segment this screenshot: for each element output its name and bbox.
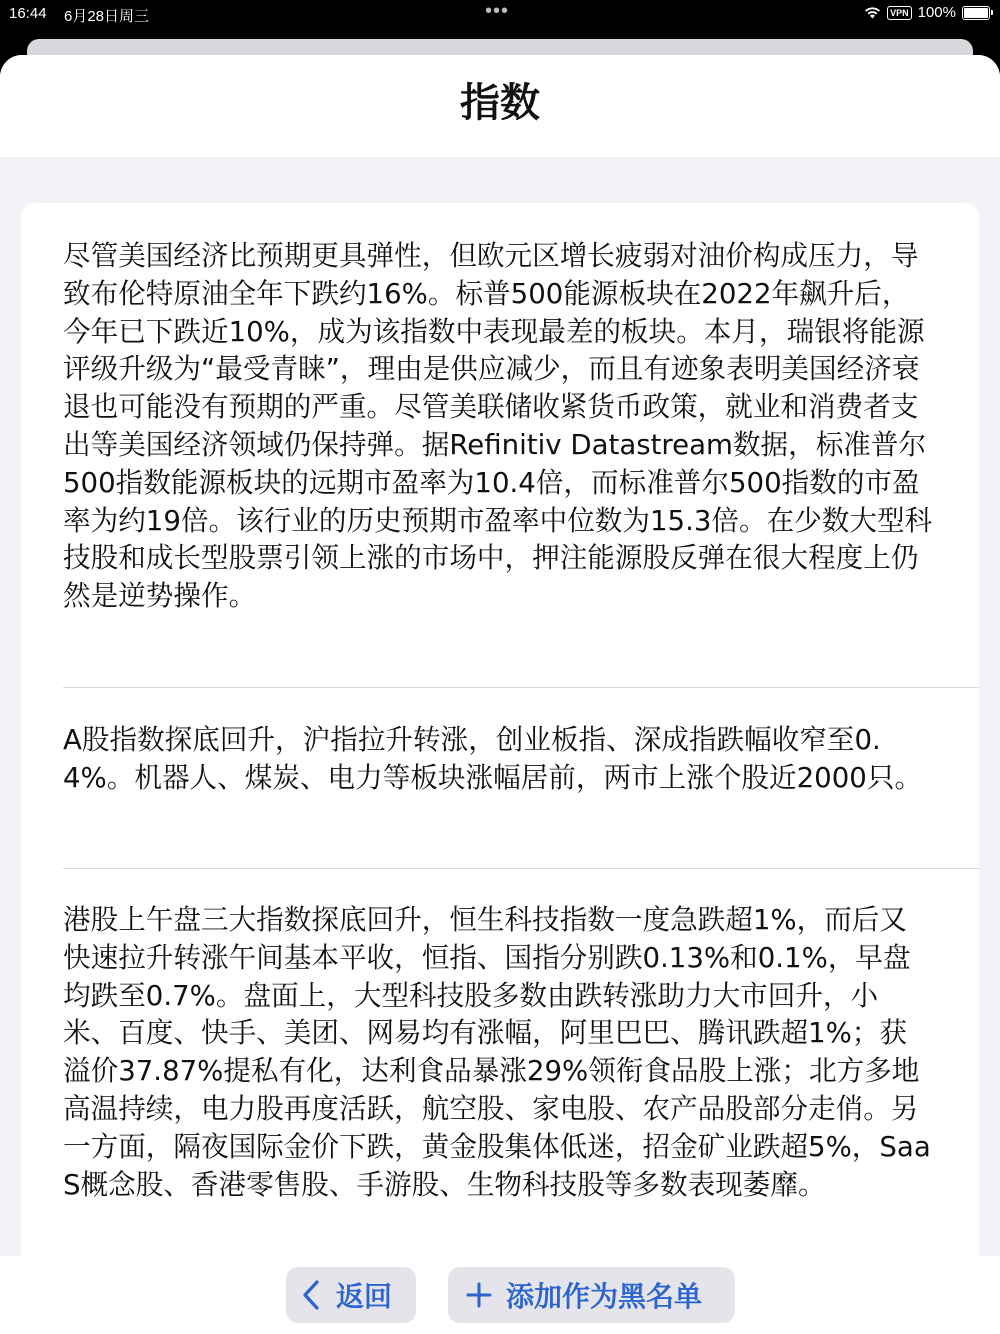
chevron-left-icon — [302, 1280, 320, 1310]
modal-sheet — [0, 55, 1000, 1334]
status-date: 6月28日周三 — [64, 8, 150, 25]
multitasking-dots-icon[interactable]: ••• — [485, 0, 510, 22]
article-text-a-shares: A股指数探底回升，沪指拉升转涨，创业板指、深成指跌幅收窄至0.4%。机器人、煤炭、电力等板块涨幅居前，两市上涨个股近2000只。 — [63, 723, 923, 794]
status-bar — [0, 0, 1000, 28]
back-button[interactable] — [286, 1267, 416, 1323]
plus-icon — [466, 1282, 492, 1308]
article-text-hk-stocks: 港股上午盘三大指数探底回升，恒生科技指数一度急跌超1%，而后又快速拉升转涨午间基本平收，恒指、国指分别跌0.13%和0.1%，早盘均跌至0.7%。盘面上，大型科技股多数由跌转涨助力大市回升，小米、百度、快手、美团、网易均有涨幅，阿里巴巴、腾讯跌超1%；获溢价37.87%提私有化，达利食品暴涨29%领衔食品股上涨；北方多地高温持续，电力股再度活跃，航空股、家电股、农产品股部分走俏。另一方面，隔夜国际金价下跌，黄金股集体低迷，招金矿业跌超5%，SaaS概念股、香港零售股、手游股、生物科技股等多数表现萎靡。 — [63, 903, 931, 1201]
status-indicators — [864, 4, 990, 21]
page-title: 指数 — [460, 80, 540, 126]
battery-icon — [962, 6, 990, 20]
battery-percent: 100% — [917, 4, 956, 21]
divider — [63, 868, 979, 869]
wifi-icon — [864, 6, 881, 19]
status-time: 16:44 — [9, 5, 47, 22]
vpn-badge: VPN — [887, 6, 912, 20]
back-button-label: 返回 — [336, 1280, 393, 1313]
divider — [63, 687, 979, 688]
add-to-blacklist-label: 添加作为黑名单 — [506, 1280, 703, 1313]
bottom-toolbar — [0, 1256, 1000, 1334]
article-text-energy: 尽管美国经济比预期更具弹性，但欧元区增长疲弱对油价构成压力，导致布伦特原油全年下跌约16%。标普500能源板块在2022年飙升后，今年已下跌近10%，成为该指数中表现最差的板块。本月，瑞银将能源评级升级为“最受青睐”，理由是供应减少，而且有迹象表明美国经济衰退也可能没有预期的严重。尽管美联储收紧货币政策，就业和消费者支出等美国经济领域仍保持弹。据Refinitiv Datastream数据，标准普尔500指数能源板块的远期市盈率为10.4倍，而标准普尔500指数的市盈率为约19倍。该行业的历史预期市盈率中位数为15.3倍。在少数大型科技股和成长型股票引领上涨的市场中，押注能源股反弹在很大程度上仍然是逆势操作。 — [63, 239, 933, 613]
add-to-blacklist-button[interactable] — [448, 1267, 735, 1323]
sheet-header — [0, 55, 1000, 157]
content-card — [21, 203, 979, 1334]
